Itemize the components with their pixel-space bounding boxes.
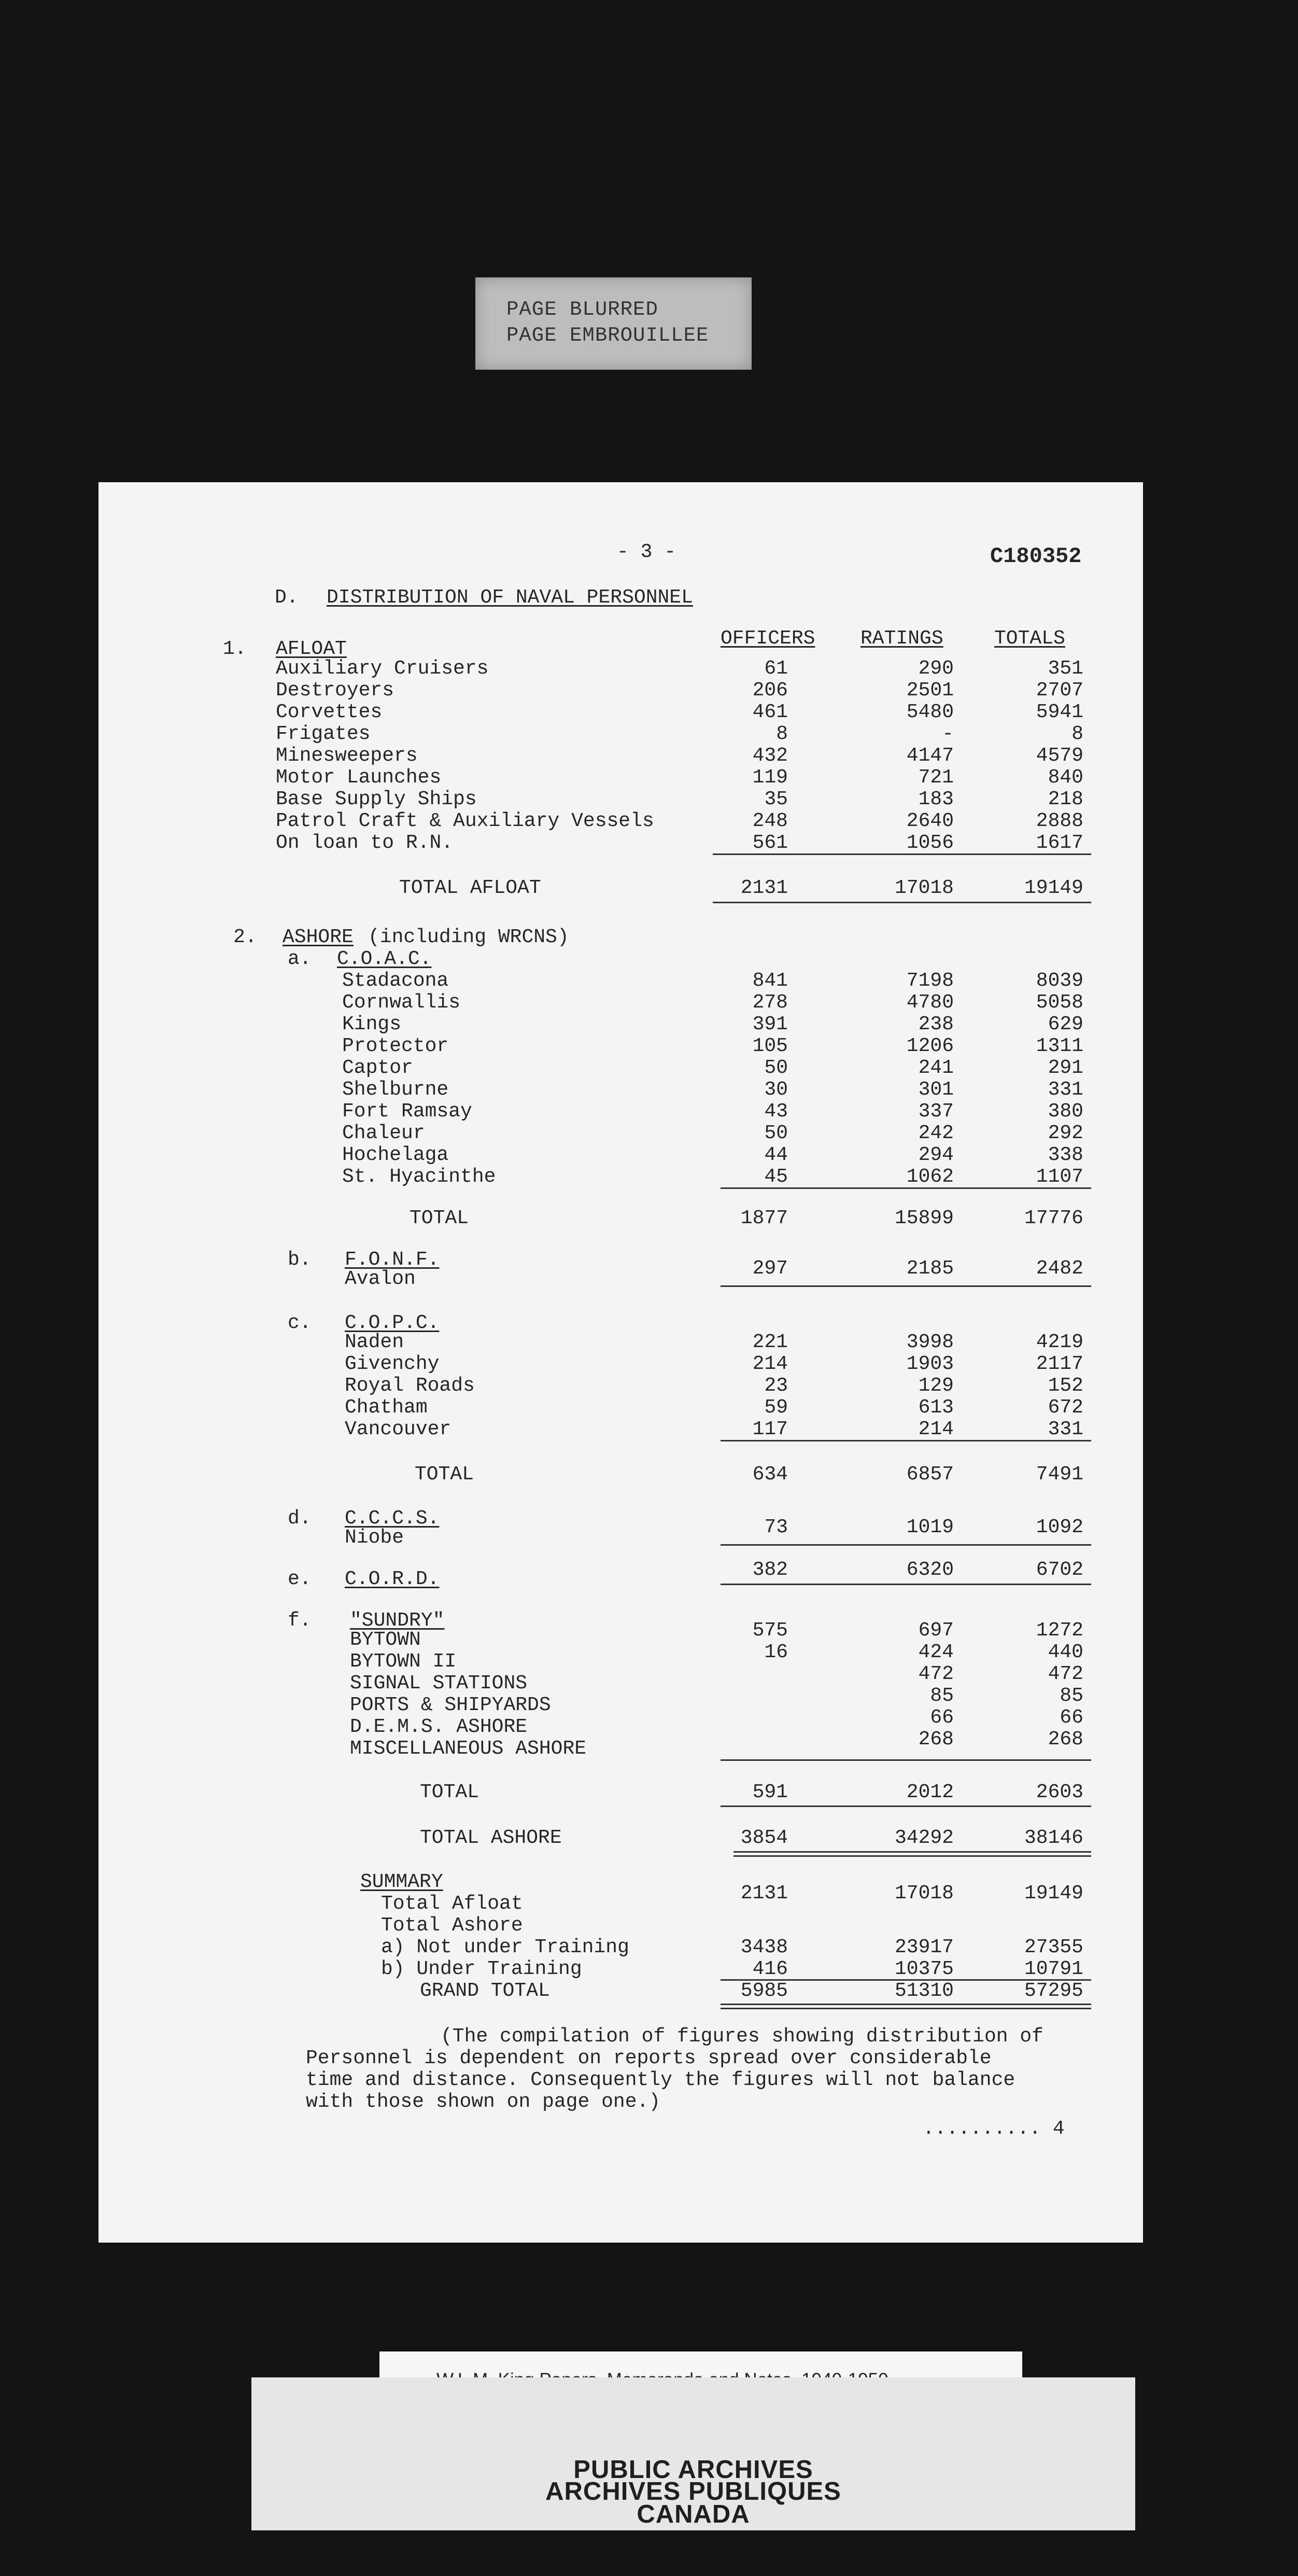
fonf-letter: b. (288, 1249, 312, 1271)
sundry-total-officers: 591 (752, 1781, 788, 1803)
copc-total-totals: 7491 (1036, 1463, 1083, 1486)
sundry-row-ratings: 66 (930, 1706, 954, 1729)
afloat-row-label: Motor Launches (276, 766, 442, 789)
sundry-row-totals: 472 (1048, 1663, 1083, 1685)
coac-row-totals: 8039 (1036, 970, 1083, 992)
sundry-row-totals: 268 (1048, 1728, 1083, 1751)
copc-total-ratings: 6857 (906, 1463, 954, 1486)
copc-row-ratings: 1903 (906, 1353, 954, 1375)
summary-afloat-label: Total Afloat (381, 1893, 523, 1915)
coac-row-officers: 841 (752, 970, 788, 992)
section-letter: D. (275, 586, 299, 609)
afloat-row-ratings: 721 (918, 766, 954, 789)
cord-row-officers: 382 (752, 1559, 788, 1581)
summary-ashore-label: Total Ashore (381, 1914, 523, 1937)
note-line: (The compilation of figures showing distribution of (441, 2025, 1043, 2048)
coac-heading: C.O.A.C. (337, 948, 432, 970)
sundry-row-label: BYTOWN II (350, 1650, 457, 1673)
grand-total-officers: 5985 (740, 1980, 788, 2002)
sundry-total-underline (721, 1805, 1091, 1807)
afloat-row-ratings: - (942, 723, 954, 745)
cord-heading: C.O.R.D. (345, 1568, 440, 1590)
sundry-row-totals: 85 (1060, 1685, 1083, 1707)
coac-row-totals: 338 (1048, 1144, 1083, 1166)
afloat-row-totals: 840 (1048, 766, 1083, 789)
ashore-heading: ASHORE (283, 926, 354, 948)
ashore-total-ratings: 34292 (894, 1827, 954, 1849)
document-id: C180352 (990, 544, 1082, 569)
sundry-row-label: PORTS & SHIPYARDS (350, 1694, 551, 1716)
afloat-row-label: Corvettes (276, 701, 383, 723)
coac-row-officers: 43 (764, 1100, 788, 1123)
afloat-row-ratings: 290 (918, 657, 954, 680)
coac-total-officers: 1877 (740, 1207, 788, 1229)
cord-row-ratings: 6320 (906, 1559, 954, 1581)
copc-row-label: Givenchy (345, 1353, 440, 1375)
coac-row-label: Kings (342, 1013, 402, 1035)
summary-not-training-officers: 3438 (740, 1936, 788, 1958)
summary-training-officers: 416 (752, 1958, 788, 1980)
coac-total-ratings: 15899 (894, 1207, 954, 1229)
coac-row-totals: 331 (1048, 1079, 1083, 1101)
coac-row-label: Cornwallis (342, 991, 461, 1014)
afloat-row-officers: 61 (764, 657, 788, 680)
grand-total-totals: 57295 (1024, 1980, 1083, 2002)
afloat-total-ratings: 17018 (894, 877, 954, 899)
afloat-heading: AFLOAT (276, 638, 347, 660)
copc-row-totals: 4219 (1036, 1331, 1083, 1353)
col-header-totals: TOTALS (994, 627, 1065, 650)
afloat-row-ratings: 5480 (906, 701, 954, 723)
sundry-row-totals: 440 (1048, 1641, 1083, 1663)
summary-not-training-totals: 27355 (1024, 1936, 1083, 1958)
afloat-row-ratings: 4147 (906, 745, 954, 767)
coac-row-officers: 30 (764, 1079, 788, 1101)
ashore-total-totals: 38146 (1024, 1827, 1083, 1849)
afloat-row-ratings: 1056 (906, 832, 954, 854)
copc-row-ratings: 3998 (906, 1331, 954, 1353)
coac-row-ratings: 1206 (906, 1035, 954, 1057)
blurred-page-notice (475, 277, 752, 370)
fonf-row-totals: 2482 (1036, 1257, 1083, 1280)
cord-rule (721, 1584, 1091, 1585)
copc-heading: C.O.P.C. (345, 1312, 440, 1334)
summary-training-ratings: 10375 (894, 1958, 954, 1980)
coac-row-label: Captor (342, 1057, 413, 1079)
cord-row-totals: 6702 (1036, 1559, 1083, 1581)
afloat-row-officers: 461 (752, 701, 788, 723)
fonf-row-label: Avalon (345, 1268, 416, 1290)
afloat-row-officers: 35 (764, 788, 788, 810)
coac-row-label: Protector (342, 1035, 449, 1057)
cccs-row-ratings: 1019 (906, 1516, 954, 1538)
coac-row-ratings: 238 (918, 1013, 954, 1035)
coac-row-totals: 292 (1048, 1122, 1083, 1144)
summary-training-label: b) Under Training (381, 1958, 582, 1980)
afloat-number: 1. (223, 638, 247, 660)
copc-row-officers: 117 (752, 1418, 788, 1440)
afloat-row-officers: 561 (752, 832, 788, 854)
cccs-row-label: Niobe (345, 1527, 404, 1549)
copc-row-ratings: 214 (918, 1418, 954, 1440)
section-title: DISTRIBUTION OF NAVAL PERSONNEL (327, 586, 693, 609)
grand-total-underline-1 (721, 2004, 1091, 2005)
copc-row-ratings: 129 (918, 1375, 954, 1397)
copc-row-totals: 672 (1048, 1396, 1083, 1419)
coac-row-officers: 44 (764, 1144, 788, 1166)
coac-row-ratings: 337 (918, 1100, 954, 1123)
copc-row-officers: 23 (764, 1375, 788, 1397)
note-line: time and distance. Consequently the figures will not balance (306, 2069, 1015, 2091)
afloat-row-label: On loan to R.N. (276, 832, 454, 854)
continuation-marker: .......... 4 (923, 2118, 1065, 2140)
grand-total-label: GRAND TOTAL (420, 1980, 550, 2002)
coac-row-totals: 1107 (1036, 1166, 1083, 1188)
grand-total-ratings: 51310 (894, 1980, 954, 2002)
afloat-row-totals: 2707 (1036, 679, 1083, 702)
stamp-line-country: CANADA (637, 2500, 750, 2528)
cccs-row-totals: 1092 (1036, 1516, 1083, 1538)
sundry-letter: f. (288, 1609, 312, 1632)
copc-row-ratings: 613 (918, 1396, 954, 1419)
coac-row-ratings: 242 (918, 1122, 954, 1144)
sundry-row-totals: 66 (1060, 1706, 1083, 1729)
coac-total-rule (721, 1187, 1091, 1189)
afloat-row-label: Base Supply Ships (276, 788, 477, 810)
coac-row-officers: 105 (752, 1035, 788, 1057)
afloat-row-totals: 1617 (1036, 832, 1083, 854)
ashore-number: 2. (233, 926, 257, 948)
afloat-row-officers: 8 (776, 723, 788, 745)
col-header-ratings: RATINGS (860, 627, 943, 650)
coac-row-ratings: 241 (918, 1057, 954, 1079)
sundry-row-label: D.E.M.S. ASHORE (350, 1716, 528, 1738)
copc-row-label: Royal Roads (345, 1375, 475, 1397)
sundry-row-label: SIGNAL STATIONS (350, 1672, 528, 1695)
afloat-row-label: Auxiliary Cruisers (276, 657, 489, 680)
coac-row-officers: 278 (752, 991, 788, 1014)
fonf-row-ratings: 2185 (906, 1257, 954, 1280)
ashore-total-underline-1 (733, 1851, 1091, 1853)
sundry-total-totals: 2603 (1036, 1781, 1083, 1803)
coac-row-label: Chaleur (342, 1122, 425, 1144)
coac-row-label: Stadacona (342, 970, 449, 992)
afloat-row-officers: 248 (752, 810, 788, 832)
copc-row-label: Naden (345, 1331, 404, 1353)
afloat-total-totals: 19149 (1024, 877, 1083, 899)
note-line: Personnel is dependent on reports spread over considerable (306, 2047, 992, 2069)
summary-training-totals: 10791 (1024, 1958, 1083, 1980)
sundry-row-ratings: 268 (918, 1728, 954, 1751)
summary-afloat-totals: 19149 (1024, 1882, 1083, 1905)
copc-total-rule (721, 1440, 1091, 1441)
afloat-row-ratings: 183 (918, 788, 954, 810)
summary-afloat-officers: 2131 (740, 1882, 788, 1905)
summary-not-training-label: a) Not under Training (381, 1936, 629, 1958)
ashore-total-label: TOTAL ASHORE (420, 1827, 562, 1849)
public-archives-stamp (251, 2377, 1135, 2530)
cccs-letter: d. (288, 1507, 312, 1530)
afloat-total-underline (713, 902, 1091, 903)
stamp-line-french: ARCHIVES PUBLIQUES (545, 2477, 841, 2505)
cord-letter: e. (288, 1568, 312, 1590)
afloat-row-ratings: 2640 (906, 810, 954, 832)
coac-row-officers: 391 (752, 1013, 788, 1035)
coac-letter: a. (288, 948, 312, 970)
coac-row-totals: 5058 (1036, 991, 1083, 1014)
summary-afloat-ratings: 17018 (894, 1882, 954, 1905)
sundry-row-ratings: 424 (918, 1641, 954, 1663)
copc-row-officers: 59 (764, 1396, 788, 1419)
sundry-row-officers: 575 (752, 1619, 788, 1642)
coac-row-officers: 50 (764, 1057, 788, 1079)
copc-total-officers: 634 (752, 1463, 788, 1486)
afloat-row-officers: 119 (752, 766, 788, 789)
blur-notice-french: PAGE EMBROUILLEE (506, 324, 709, 347)
afloat-row-totals: 2888 (1036, 810, 1083, 832)
coac-row-ratings: 294 (918, 1144, 954, 1166)
fonf-row-officers: 297 (752, 1257, 788, 1280)
copc-row-label: Chatham (345, 1396, 428, 1419)
fonf-rule (721, 1285, 1091, 1287)
coac-row-label: Shelburne (342, 1079, 449, 1101)
summary-heading: SUMMARY (360, 1871, 443, 1893)
copc-row-officers: 221 (752, 1331, 788, 1353)
copc-letter: c. (288, 1312, 312, 1334)
afloat-row-label: Minesweepers (276, 745, 418, 767)
afloat-total-officers: 2131 (740, 877, 788, 899)
afloat-row-label: Frigates (276, 723, 371, 745)
copc-row-officers: 214 (752, 1353, 788, 1375)
coac-row-ratings: 1062 (906, 1166, 954, 1188)
ashore-heading-note: (including WRCNS) (368, 926, 569, 948)
sundry-heading: "SUNDRY" (350, 1609, 445, 1632)
afloat-row-officers: 206 (752, 679, 788, 702)
summary-not-training-ratings: 23917 (894, 1936, 954, 1958)
coac-row-label: Fort Ramsay (342, 1100, 472, 1123)
sundry-row-ratings: 85 (930, 1685, 954, 1707)
afloat-row-totals: 351 (1048, 657, 1083, 680)
coac-row-totals: 629 (1048, 1013, 1083, 1035)
copc-row-label: Vancouver (345, 1418, 452, 1440)
coac-row-totals: 1311 (1036, 1035, 1083, 1057)
ashore-total-underline-2 (733, 1855, 1091, 1857)
grand-total-underline-2 (721, 2008, 1091, 2009)
coac-total-label: TOTAL (410, 1207, 469, 1229)
coac-row-totals: 291 (1048, 1057, 1083, 1079)
ashore-total-officers: 3854 (740, 1827, 788, 1849)
coac-row-officers: 45 (764, 1166, 788, 1188)
coac-row-label: St. Hyacinthe (342, 1166, 496, 1188)
fonf-heading: F.O.N.F. (345, 1249, 440, 1271)
afloat-row-totals: 8 (1071, 723, 1083, 745)
coac-row-label: Hochelaga (342, 1144, 449, 1166)
note-line: with those shown on page one.) (306, 2091, 661, 2113)
sundry-total-label: TOTAL (420, 1781, 479, 1803)
coac-row-totals: 380 (1048, 1100, 1083, 1123)
sundry-row-officers: 16 (764, 1641, 788, 1663)
sundry-total-ratings: 2012 (906, 1781, 954, 1803)
afloat-row-totals: 4579 (1036, 745, 1083, 767)
sundry-row-ratings: 697 (918, 1619, 954, 1642)
copc-total-label: TOTAL (415, 1463, 474, 1486)
sundry-row-label: BYTOWN (350, 1629, 421, 1651)
afloat-row-officers: 432 (752, 745, 788, 767)
afloat-row-label: Destroyers (276, 679, 394, 702)
sundry-row-ratings: 472 (918, 1663, 954, 1685)
coac-row-ratings: 301 (918, 1079, 954, 1101)
afloat-row-label: Patrol Craft & Auxiliary Vessels (276, 810, 654, 832)
cccs-rule (721, 1544, 1091, 1546)
afloat-total-label: TOTAL AFLOAT (399, 877, 541, 899)
afloat-row-totals: 218 (1048, 788, 1083, 810)
page-number: - 3 - (617, 541, 676, 563)
copc-row-totals: 152 (1048, 1375, 1083, 1397)
cccs-row-officers: 73 (764, 1516, 788, 1538)
sundry-total-rule (721, 1759, 1091, 1761)
coac-total-totals: 17776 (1024, 1207, 1083, 1229)
coac-row-ratings: 7198 (906, 970, 954, 992)
sundry-row-label: MISCELLANEOUS ASHORE (350, 1738, 587, 1760)
coac-row-officers: 50 (764, 1122, 788, 1144)
stamp-line-english: PUBLIC ARCHIVES (573, 2456, 813, 2484)
afloat-row-ratings: 2501 (906, 679, 954, 702)
sundry-row-totals: 1272 (1036, 1619, 1083, 1642)
document-page (98, 482, 1143, 2243)
col-header-officers: OFFICERS (721, 627, 815, 650)
cccs-heading: C.C.C.S. (345, 1507, 440, 1530)
blur-notice-english: PAGE BLURRED (506, 298, 658, 321)
afloat-row-totals: 5941 (1036, 701, 1083, 723)
afloat-total-rule (713, 853, 1091, 855)
coac-row-ratings: 4780 (906, 991, 954, 1014)
copc-row-totals: 2117 (1036, 1353, 1083, 1375)
copc-row-totals: 331 (1048, 1418, 1083, 1440)
